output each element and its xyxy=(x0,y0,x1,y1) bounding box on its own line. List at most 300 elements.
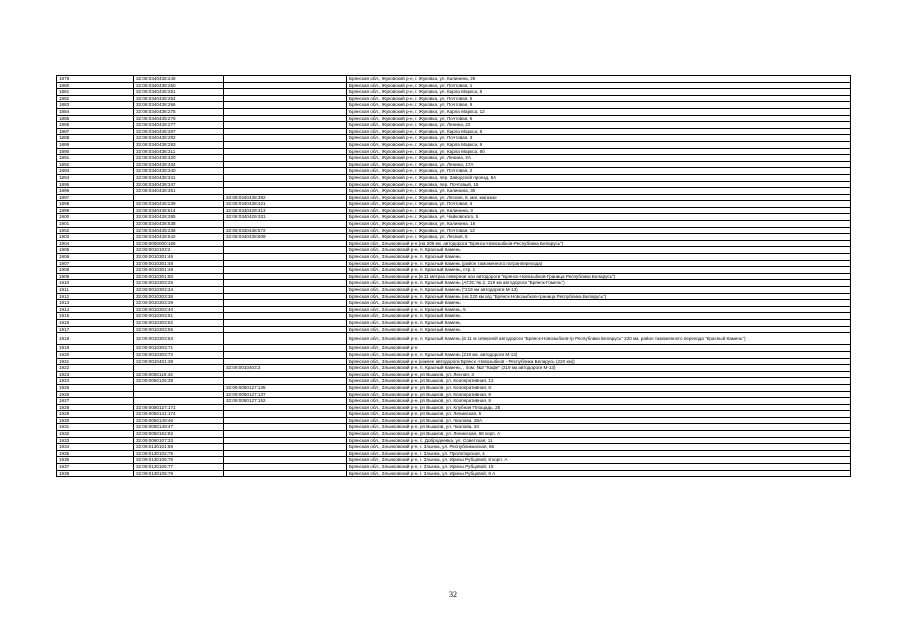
address-cell: Брянская обл., Злынковский р-н, г. Злынка, ул. Ирины Рубцовой, 16 xyxy=(347,464,851,471)
address-cell: Брянская обл., Злынковский р-н, п. Красный Камень ("219 км автодороги М-13) xyxy=(347,287,851,294)
cadastral-number-cell: 32:08:0340438:347 xyxy=(134,181,224,188)
building-number-cell xyxy=(224,345,347,352)
row-number-cell: 1883 xyxy=(57,102,134,109)
building-number-cell xyxy=(224,247,347,254)
table-row xyxy=(57,293,851,300)
address-cell: Брянская обл., Жуковский р-н, г. Жуковка, ул. Калинина, 16 xyxy=(347,221,851,228)
building-number-cell xyxy=(224,437,347,444)
row-number-cell: 1932 xyxy=(57,431,134,438)
cadastral-number-cell: 32:09:0130105:76 xyxy=(134,457,224,464)
row-number-cell: 1908 xyxy=(57,267,134,274)
cadastral-number-cell: 32:09:0010301:46 xyxy=(134,254,224,261)
table-row xyxy=(57,431,851,438)
address-cell: Брянская обл., Злынковский р-н, рп Вышков, ул. Ленинская, 68 корп. А xyxy=(347,431,851,438)
table-row xyxy=(57,102,851,109)
address-cell: Брянская обл., Злынковский р-н, рп Вышков, ул. Кооперативная, 8 xyxy=(347,398,851,405)
row-number-cell: 1892 xyxy=(57,161,134,168)
address-cell: Брянская обл., Злынковский р-н, рп Вышков, ул. Чкалова, 34 xyxy=(347,424,851,431)
address-cell: Брянская обл., Злынковский р-н, п. Красный Камень, стр. 1 xyxy=(347,267,851,274)
row-number-cell: 1906 xyxy=(57,254,134,261)
cadastral-number-cell: 32:08:0340438:250 xyxy=(134,82,224,89)
cadastral-number-cell: 32:08:0340438:293 xyxy=(134,141,224,148)
table-row xyxy=(57,201,851,208)
address-cell: Брянская обл., Злынковский р-н, п. Красный Камень xyxy=(347,326,851,333)
cadastral-number-cell xyxy=(134,365,224,372)
table-row xyxy=(57,168,851,175)
address-cell: Брянская обл., Жуковский р-н, г. Жуковка, ул. Калинина, 30 xyxy=(347,188,851,195)
row-number-cell: 1891 xyxy=(57,155,134,162)
table-row xyxy=(57,82,851,89)
building-number-cell: 32:08:0340438:421 xyxy=(224,201,347,208)
building-number-cell xyxy=(224,188,347,195)
building-number-cell: 32:08:0340438:382 xyxy=(224,194,347,201)
row-number-cell: 1887 xyxy=(57,128,134,135)
address-cell: Брянская обл., Злынковский р-н, п. Красный Камень xyxy=(347,254,851,261)
row-number-cell: 1925 xyxy=(57,384,134,391)
building-number-cell xyxy=(224,450,347,457)
building-number-cell xyxy=(224,333,347,345)
row-number-cell: 1920 xyxy=(57,351,134,358)
cadastral-number-cell: 32:09:0010303:26 xyxy=(134,280,224,287)
table-row xyxy=(57,437,851,444)
building-number-cell xyxy=(224,95,347,102)
building-number-cell xyxy=(224,424,347,431)
cadastral-number-cell: 32:09:0010301:48 xyxy=(134,260,224,267)
table-row xyxy=(57,411,851,418)
cadastral-number-cell: 32:08:0340438:292 xyxy=(134,135,224,142)
table-row xyxy=(57,384,851,391)
cadastral-number-cell: 32:09:0050149:46 xyxy=(134,417,224,424)
row-number-cell: 1879 xyxy=(57,76,134,83)
table-row xyxy=(57,319,851,326)
cadastral-number-cell xyxy=(134,194,224,201)
table-row xyxy=(57,135,851,142)
building-number-cell xyxy=(224,404,347,411)
cadastral-number-cell: 32:09:0010303:39 xyxy=(134,300,224,307)
address-cell: Брянская обл., Злынковский р-н, рп Вышков, ул. Ленинская, 5 xyxy=(347,411,851,418)
building-number-cell xyxy=(224,287,347,294)
cadastral-number-cell: 32:09:0050152:82 xyxy=(134,431,224,438)
cadastral-number-cell: 32:08:0340438:538 xyxy=(134,221,224,228)
address-cell: Брянская обл., Жуковский р-н, г. Жуковка, ул. Ленина, 22 xyxy=(347,122,851,129)
cadastral-number-cell: 32:08:0340438:514 xyxy=(134,207,224,214)
building-number-cell xyxy=(224,260,347,267)
table-row xyxy=(57,470,851,477)
table-row xyxy=(57,174,851,181)
building-number-cell xyxy=(224,457,347,464)
table-row xyxy=(57,128,851,135)
address-cell: Брянская обл., Злынковский р-н, рп Вышков, ул. Кооперативная, 8 xyxy=(347,384,851,391)
row-number-cell: 1907 xyxy=(57,260,134,267)
address-cell: Брянская обл., Жуковский р-н, г. Жуковка, ул. Калинина, 3 xyxy=(347,207,851,214)
row-number-cell: 1880 xyxy=(57,82,134,89)
cadastral-number-cell: 32:09:0000000:166 xyxy=(134,240,224,247)
row-number-cell: 1923 xyxy=(57,371,134,378)
address-cell: Брянская обл., Жуковский р-н, г. Жуковка, ул. Калинина, 26 xyxy=(347,76,851,83)
address-cell: Брянская обл., Жуковский р-н, г. Жуковка, ул. Почтовая, 5 xyxy=(347,95,851,102)
row-number-cell: 1937 xyxy=(57,464,134,471)
building-number-cell xyxy=(224,280,347,287)
address-cell: Брянская обл., Жуковский р-н, г. Жуковка, пер. Почтовый, 15 xyxy=(347,181,851,188)
table-row xyxy=(57,95,851,102)
table-row xyxy=(57,287,851,294)
address-cell: Брянская обл., Жуковский р-н, г. Жуковка, ул. Карла Маркса, 8 xyxy=(347,89,851,96)
cadastral-number-cell: 32:08:0340438:320 xyxy=(134,155,224,162)
row-number-cell: 1928 xyxy=(57,404,134,411)
cadastral-number-cell: 32:09:0010301:49 xyxy=(134,267,224,274)
row-number-cell: 1916 xyxy=(57,319,134,326)
cadastral-table xyxy=(56,75,851,477)
address-cell: Брянская обл., Жуковский р-н, г. Жуковка, ул. Почтовая, 3 xyxy=(347,135,851,142)
table-row xyxy=(57,207,851,214)
table-row xyxy=(57,161,851,168)
row-number-cell: 1929 xyxy=(57,411,134,418)
building-number-cell xyxy=(224,135,347,142)
building-number-cell xyxy=(224,358,347,365)
cadastral-number-cell: 32:08:0340438:239 xyxy=(134,201,224,208)
table-row xyxy=(57,267,851,274)
building-number-cell: 32:08:0340438:609 xyxy=(224,234,347,241)
building-number-cell xyxy=(224,174,347,181)
address-cell: Брянская обл., Злынковский р-н, п. Красный Камень (АГЗС № 2, 219 км автодороги "Брянск-Гомель") xyxy=(347,280,851,287)
address-cell: Брянская обл., Злынковский р-н, п. Красный Камень xyxy=(347,319,851,326)
cadastral-number-cell: 32:09:0050127:171 xyxy=(134,404,224,411)
row-number-cell: 1911 xyxy=(57,287,134,294)
building-number-cell xyxy=(224,273,347,280)
building-number-cell xyxy=(224,378,347,385)
row-number-cell: 1938 xyxy=(57,470,134,477)
table-row xyxy=(57,141,851,148)
address-cell: Брянская обл., Жуковский р-н, г. Жуковка, ул. Карла Маркса, 12 xyxy=(347,108,851,115)
building-number-cell xyxy=(224,148,347,155)
cadastral-number-cell xyxy=(134,391,224,398)
address-cell: Брянская обл., Жуковский р-н, г. Жуковка, ул. Карла Маркса, 6 xyxy=(347,128,851,135)
table-row xyxy=(57,108,851,115)
address-cell: Брянская обл., Жуковский р-н, г. Жуковка, ул. Чайковского, 5 xyxy=(347,214,851,221)
row-number-cell: 1896 xyxy=(57,188,134,195)
table-row xyxy=(57,450,851,457)
address-cell: Брянская обл., Злынковский р-н, п. Красный Камень (в 11 м северней автодороги "Брянск-Новозыбков-гр Республики Беларусь" 220 км, район таможенного перехода "Красный Камень") xyxy=(347,333,851,345)
cadastral-number-cell: 32:09:0010303:51 xyxy=(134,313,224,320)
cadastral-number-cell: 32:09:0050149:47 xyxy=(134,424,224,431)
cadastral-number-cell: 32:09:0010303:72 xyxy=(134,351,224,358)
address-cell: Брянская обл., Злынковский р-н, рп Вышков, ул. Клубная Площадь, 25 xyxy=(347,404,851,411)
building-number-cell xyxy=(224,431,347,438)
row-number-cell: 1927 xyxy=(57,398,134,405)
building-number-cell xyxy=(224,470,347,477)
building-number-cell: 32:08:0340438:572 xyxy=(224,227,347,234)
table-row xyxy=(57,371,851,378)
cadastral-number-cell: 32:09:0010303:52 xyxy=(134,319,224,326)
address-cell: Брянская обл., Злынковский р-н, с. Добродеевка, ул. Советская, 11 xyxy=(347,437,851,444)
table-row xyxy=(57,313,851,320)
building-number-cell xyxy=(224,417,347,424)
address-cell: Брянская обл., Злынковский р-н, рп Вышков, ул. Лесная, 3 xyxy=(347,371,851,378)
building-number-cell xyxy=(224,89,347,96)
row-number-cell: 1905 xyxy=(57,247,134,254)
address-cell: Брянская обл., Жуковский р-н, г. Жуковка, ул. Почтовая, 4 xyxy=(347,201,851,208)
address-cell: Брянская обл., Злынковский р-н, п. Красный Камень (район таможенного погранперехода) xyxy=(347,260,851,267)
address-cell: Брянская обл., Жуковский р-н, г. Жуковка, ул. Карла Маркса, 8б xyxy=(347,148,851,155)
row-number-cell: 1933 xyxy=(57,437,134,444)
table-row xyxy=(57,300,851,307)
cadastral-number-cell xyxy=(134,398,224,405)
row-number-cell: 1884 xyxy=(57,108,134,115)
row-number-cell: 1890 xyxy=(57,148,134,155)
row-number-cell: 1930 xyxy=(57,417,134,424)
table-row xyxy=(57,378,851,385)
row-number-cell: 1885 xyxy=(57,115,134,122)
building-number-cell xyxy=(224,76,347,83)
address-cell: Брянская обл., Злынковский р-н, г. Злынка, ул. Ирины Рубцовой, 8 А xyxy=(347,470,851,477)
table-row xyxy=(57,194,851,201)
address-cell: Брянская обл., Злынковский р-н (на 209 км. автодороги "Брянск-Новозыбков-Республика Беларусь") xyxy=(347,240,851,247)
row-number-cell: 1921 xyxy=(57,358,134,365)
address-cell: Брянская обл., Злынковский р-н, г. Злынка, ул. Республиканская, 86 xyxy=(347,444,851,451)
table-row xyxy=(57,181,851,188)
building-number-cell xyxy=(224,181,347,188)
table-row xyxy=(57,444,851,451)
cadastral-number-cell: 32:08:0340438:254 xyxy=(134,95,224,102)
building-number-cell xyxy=(224,371,347,378)
address-cell: Брянская обл., Жуковский р-н, г. Жуковка, ул. Карла Маркса, 9 xyxy=(347,141,851,148)
building-number-cell: 32:09:0010403:3 xyxy=(224,365,347,372)
building-number-cell xyxy=(224,102,347,109)
building-number-cell xyxy=(224,444,347,451)
cadastral-number-cell: 32:09:0010303:40 xyxy=(134,306,224,313)
address-cell: Брянская обл., Злынковский р-н, п. Красный Камень xyxy=(347,247,851,254)
building-number-cell xyxy=(224,411,347,418)
building-number-cell xyxy=(224,267,347,274)
row-number-cell: 1913 xyxy=(57,300,134,307)
cadastral-number-cell: 32:08:0340438:236 xyxy=(134,227,224,234)
cadastral-number-cell: 32:09:0060107:33 xyxy=(134,437,224,444)
cadastral-number-cell: 32:08:0340438:542 xyxy=(134,234,224,241)
address-cell: Брянская обл., Жуковский р-н, г. Жуковка, ул. Лесная, 8, маг. магазин xyxy=(347,194,851,201)
table-row xyxy=(57,221,851,228)
table-row xyxy=(57,391,851,398)
building-number-cell xyxy=(224,319,347,326)
cadastral-number-cell: 32:08:0340438:334 xyxy=(134,161,224,168)
cadastral-number-cell: 32:09:0010303:63 xyxy=(134,333,224,345)
row-number-cell: 1882 xyxy=(57,95,134,102)
cadastral-number-cell: 32:09:0010303:71 xyxy=(134,345,224,352)
address-cell: Брянская обл., Злынковский р-н, п. Красный Камень xyxy=(347,313,851,320)
table-row xyxy=(57,365,851,372)
row-number-cell: 1912 xyxy=(57,293,134,300)
building-number-cell: 32:09:0050127:152 xyxy=(224,398,347,405)
row-number-cell: 1903 xyxy=(57,234,134,241)
cadastral-number-cell: 32:08:0340438:277 xyxy=(134,122,224,129)
row-number-cell: 1895 xyxy=(57,181,134,188)
row-number-cell: 1886 xyxy=(57,122,134,129)
page-number: 32 xyxy=(449,590,457,599)
address-cell: Брянская обл., Жуковский р-н, г. Жуковка, ул. Почтовая, 2 xyxy=(347,168,851,175)
cadastral-number-cell: 32:09:0010303:36 xyxy=(134,293,224,300)
cadastral-number-cell: 32:08:0340438:266 xyxy=(134,102,224,109)
table-row xyxy=(57,115,851,122)
table-row xyxy=(57,76,851,83)
row-number-cell: 1919 xyxy=(57,345,134,352)
cadastral-number-cell: 32:09:0050119:43 xyxy=(134,371,224,378)
building-number-cell xyxy=(224,128,347,135)
building-number-cell xyxy=(224,82,347,89)
cadastral-number-cell xyxy=(134,384,224,391)
building-number-cell xyxy=(224,351,347,358)
table-row xyxy=(57,358,851,365)
row-number-cell: 1904 xyxy=(57,240,134,247)
row-number-cell: 1894 xyxy=(57,174,134,181)
address-cell: Брянская обл., Злынковский р-н (в 11 метрах северное оси автодороги "Брянск-Новозыбков-Граница Республики Беларусь") xyxy=(347,273,851,280)
table-row xyxy=(57,122,851,129)
table-row xyxy=(57,404,851,411)
row-number-cell: 1902 xyxy=(57,227,134,234)
table-row xyxy=(57,148,851,155)
address-cell: Брянская обл., Жуковский р-н, г. Жуковка, ул. Почтовая, 1 xyxy=(347,82,851,89)
cadastral-number-cell: 32:09:0050141:174 xyxy=(134,411,224,418)
table-row xyxy=(57,457,851,464)
cadastral-number-cell: 32:08:0340438:351 xyxy=(134,188,224,195)
row-number-cell: 1926 xyxy=(57,391,134,398)
row-number-cell: 1888 xyxy=(57,135,134,142)
table-row xyxy=(57,306,851,313)
building-number-cell xyxy=(224,306,347,313)
row-number-cell: 1909 xyxy=(57,273,134,280)
address-cell: Брянская обл., Злынковский р-н (южнее автодороги Брянск -Новозыбков - Республика Беларусь (220 км)) xyxy=(347,358,851,365)
table-row xyxy=(57,155,851,162)
table-row xyxy=(57,398,851,405)
table-row xyxy=(57,188,851,195)
building-number-cell xyxy=(224,326,347,333)
address-cell: Брянская обл., Злынковский р-н, г. Злынка, ул. Пролетарская, 4 xyxy=(347,450,851,457)
row-number-cell: 1922 xyxy=(57,365,134,372)
table-row xyxy=(57,89,851,96)
building-number-cell xyxy=(224,221,347,228)
row-number-cell: 1924 xyxy=(57,378,134,385)
building-number-cell xyxy=(224,254,347,261)
building-number-cell xyxy=(224,141,347,148)
row-number-cell: 1899 xyxy=(57,207,134,214)
cadastral-number-cell: 32:08:0340438:287 xyxy=(134,128,224,135)
cadastral-number-cell: 32:08:0340438:311 xyxy=(134,148,224,155)
row-number-cell: 1931 xyxy=(57,424,134,431)
cadastral-number-cell: 32:08:0340438:276 xyxy=(134,115,224,122)
row-number-cell: 1917 xyxy=(57,326,134,333)
table-row xyxy=(57,464,851,471)
table-row xyxy=(57,273,851,280)
cadastral-number-cell: 32:09:0010401:38 xyxy=(134,358,224,365)
address-cell: Брянская обл., Злынковский р-н, п. Красный Камень, , пом. №2 "Кафе" (219 км автодороги М-13) xyxy=(347,365,851,372)
cadastral-number-cell: 32:08:0340428:285 xyxy=(134,214,224,221)
address-cell: Брянская обл., Злынковский р-н, г. Злынка, ул. Ирины Рубцовой, 8 корп. А xyxy=(347,457,851,464)
table-row xyxy=(57,417,851,424)
address-cell: Брянская обл., Злынковский р-н, п. Красный Камень (219 км. автодороги М-13) xyxy=(347,351,851,358)
table-row xyxy=(57,326,851,333)
table-row xyxy=(57,234,851,241)
row-number-cell: 1901 xyxy=(57,221,134,228)
address-cell: Брянская обл., Злынковский р-н, п. Красный Камень, 5 xyxy=(347,306,851,313)
cadastral-number-cell: 32:09:0050126:39 xyxy=(134,378,224,385)
table-row xyxy=(57,227,851,234)
building-number-cell: 32:08:0340429:313 xyxy=(224,207,347,214)
row-number-cell: 1910 xyxy=(57,280,134,287)
building-number-cell xyxy=(224,122,347,129)
building-number-cell: 32:08:0340429:331 xyxy=(224,214,347,221)
building-number-cell xyxy=(224,293,347,300)
building-number-cell xyxy=(224,108,347,115)
building-number-cell xyxy=(224,464,347,471)
address-cell: Брянская обл., Жуковский р-н, г. Жуковка, пер. Заводской проезд, 5А xyxy=(347,174,851,181)
address-cell: Брянская обл., Злынковский р-н, рп Вышков, ул. Кооперативная, 8 xyxy=(347,391,851,398)
building-number-cell: 32:09:0050127:135 xyxy=(224,384,347,391)
cadastral-number-cell: 32:08:0340438:251 xyxy=(134,89,224,96)
table-row xyxy=(57,424,851,431)
cadastral-number-cell: 32:09:0130101:69 xyxy=(134,444,224,451)
table-row xyxy=(57,214,851,221)
cadastral-number-cell: 32:09:0010303:34 xyxy=(134,287,224,294)
building-number-cell xyxy=(224,115,347,122)
row-number-cell: 1934 xyxy=(57,444,134,451)
cadastral-number-cell: 32:08:0340438:341 xyxy=(134,174,224,181)
cadastral-number-cell: 32:09:0010103:2 xyxy=(134,247,224,254)
cadastral-number-cell: 32:08:0340438:340 xyxy=(134,168,224,175)
row-number-cell: 1915 xyxy=(57,313,134,320)
table-row xyxy=(57,351,851,358)
row-number-cell: 1889 xyxy=(57,141,134,148)
row-number-cell: 1897 xyxy=(57,194,134,201)
address-cell: Брянская обл., Злынковский р-н, п. Красный Камень (на 220 км а/д "Брянск-Новозыбков-граница Республика Беларусь") xyxy=(347,293,851,300)
address-cell: Брянская обл., Жуковский р-н, г. Жуковка, ул. Почтовая, 6 xyxy=(347,115,851,122)
cadastral-number-cell: 32:09:0130105:77 xyxy=(134,464,224,471)
cadastral-number-cell: 32:09:0010303:55 xyxy=(134,326,224,333)
address-cell: Брянская обл., Злынковский р-н, рп Вышков, ул. Кооперативная, 12 xyxy=(347,378,851,385)
row-number-cell: 1914 xyxy=(57,306,134,313)
row-number-cell: 1918 xyxy=(57,333,134,345)
table-row xyxy=(57,247,851,254)
row-number-cell: 1893 xyxy=(57,168,134,175)
building-number-cell xyxy=(224,155,347,162)
address-cell: Брянская обл., Злынковский р-н, п. Красный Камень xyxy=(347,300,851,307)
cadastral-number-cell: 32:08:0340438:275 xyxy=(134,108,224,115)
building-number-cell xyxy=(224,240,347,247)
address-cell: Брянская обл., Злынковский р-н, рп Вышков, ул. Чкалова, 28А xyxy=(347,417,851,424)
table-row xyxy=(57,345,851,352)
table-row xyxy=(57,280,851,287)
row-number-cell: 1898 xyxy=(57,201,134,208)
cadastral-number-cell: 32:08:0340438:248 xyxy=(134,76,224,83)
address-cell: Брянская обл., Жуковский р-н, г. Жуковка, ул. Почтовая, 9 xyxy=(347,102,851,109)
row-number-cell: 1881 xyxy=(57,89,134,96)
table-row xyxy=(57,333,851,345)
address-cell: Брянская обл., Жуковский р-н, г. Жуковка, ул. Лесная, 6 xyxy=(347,234,851,241)
cadastral-number-cell: 32:09:0130105:79 xyxy=(134,470,224,477)
building-number-cell xyxy=(224,300,347,307)
table-row xyxy=(57,254,851,261)
row-number-cell: 1936 xyxy=(57,457,134,464)
building-number-cell xyxy=(224,313,347,320)
table-row xyxy=(57,260,851,267)
building-number-cell: 32:09:0050127:137 xyxy=(224,391,347,398)
address-cell: Брянская обл., Жуковский р-н, г. Жуковка, ул. Ленина, 2А xyxy=(347,155,851,162)
row-number-cell: 1935 xyxy=(57,450,134,457)
building-number-cell xyxy=(224,168,347,175)
cadastral-number-cell: 32:09:0130102:75 xyxy=(134,450,224,457)
address-cell: Брянская обл., Жуковский р-н, г. Жуковка, ул. Почтовая, 12 xyxy=(347,227,851,234)
cadastral-number-cell: 32:09:0010301:50 xyxy=(134,273,224,280)
building-number-cell xyxy=(224,161,347,168)
address-cell: Брянская обл., Жуковский р-н, г. Жуковка, ул. Ленина, 17А xyxy=(347,161,851,168)
row-number-cell: 1900 xyxy=(57,214,134,221)
